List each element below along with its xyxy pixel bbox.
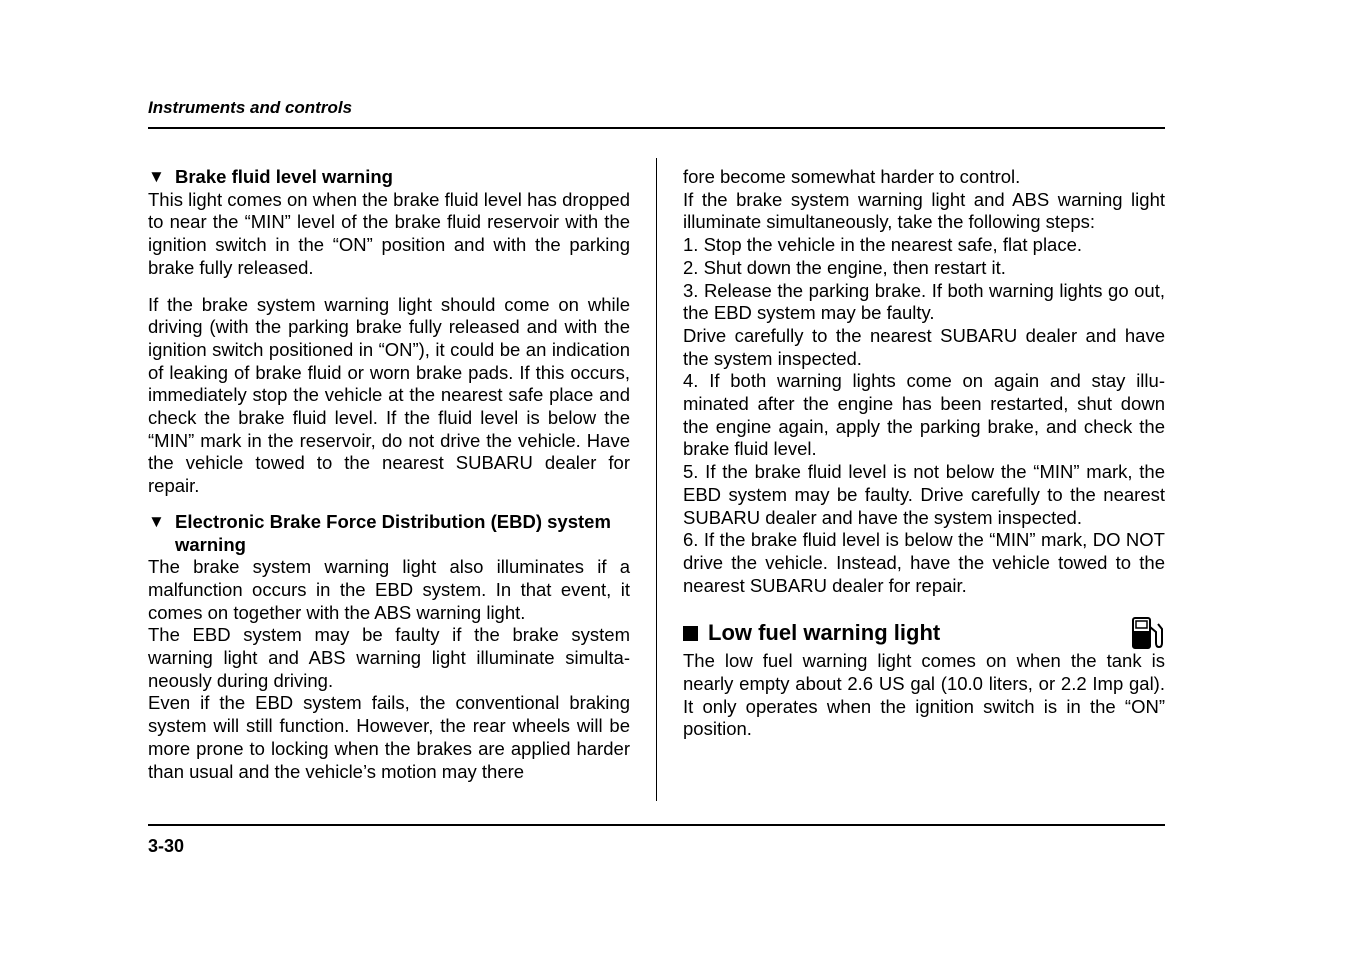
brake-fluid-heading bbox=[148, 166, 630, 189]
step-6: 6. If the brake fluid level is below the “MIN” mark, DO NOT drive the vehicle. Instead, have the vehicle towed to the nearest SUBARU dealer for repair. bbox=[683, 529, 1165, 596]
step-2: 2. Shut down the engine, then restart it. bbox=[683, 256, 1006, 278]
continuation-text: fore become somewhat harder to control. bbox=[683, 166, 1021, 187]
step-3: 3. Release the parking brake. If both warning lights go out, the EBD system may be faulty. bbox=[683, 279, 1165, 324]
brake-fluid-heading-text: Brake fluid level warning bbox=[175, 166, 393, 187]
running-header: Instruments and controls bbox=[148, 98, 353, 117]
step-1: 1. Stop the vehicle in the nearest safe, flat place. bbox=[683, 234, 1083, 256]
triangle-marker-icon: ▼ bbox=[148, 511, 165, 531]
ebd-paragraph-3: Even if the EBD system fails, the conventional braking system will still function. However, the rear wheels will be more prone to locking when the brakes are applied harder than usual and the vehicle’s motion may there bbox=[148, 692, 630, 782]
page-number: 3-30 bbox=[148, 836, 185, 856]
ebd-paragraph-2: The EBD system may be faulty if the brake system warning light and ABS warning light illuminate simultaneously during driving. bbox=[148, 624, 630, 691]
low-fuel-heading bbox=[683, 619, 1165, 647]
left-column bbox=[148, 166, 630, 783]
fuel-pump-icon bbox=[1131, 615, 1165, 651]
square-marker-icon bbox=[683, 626, 698, 641]
step-3-note: Drive carefully to the nearest SUBARU dealer and have the system inspected. bbox=[683, 324, 1165, 369]
ebd-heading-text: Electronic Brake Force Distribution (EBD) system warning bbox=[175, 510, 611, 555]
column-divider bbox=[656, 158, 657, 801]
header-rule bbox=[148, 127, 1165, 129]
brake-fluid-paragraph-2: If the brake system warning light should come on while driving (with the parking brake fully released and with the ignition switch positioned in “ON”), it could be an indication of leaking of brake fluid or worn brake pads. If this occurs, immediately stop the vehicle at the nearest safe place and check the brake fluid level. If the fluid level is below the “MIN” mark in the reservoir, do not drive the vehicle. Have the vehicle towed to the nearest SUBARU dealer for repair. bbox=[148, 293, 630, 497]
triangle-marker-icon: ▼ bbox=[148, 167, 165, 186]
low-fuel-paragraph: The low fuel warning light comes on when the tank is nearly empty about 2.6 US gal (10.0 liters, or 2.2 Imp gal). It only operates when the ignition switch is in the “ON” position. bbox=[683, 650, 1165, 740]
step-4: 4. If both warning lights come on again and stay illuminated after the engine has been restarted, shut down the engine again, apply the parking brake, and check the brake fluid level. bbox=[683, 370, 1165, 460]
right-column bbox=[683, 166, 1165, 741]
steps-intro: If the brake system warning light and ABS warning light illuminate simultaneously, take the following steps: bbox=[683, 188, 1165, 233]
footer-rule bbox=[148, 824, 1165, 826]
brake-fluid-paragraph-1: This light comes on when the brake fluid level has dropped to near the “MIN” level of the brake fluid reservoir with the ignition switch in the “ON” position and with the parking brake fully released. bbox=[148, 188, 630, 278]
step-5: 5. If the brake fluid level is not below the “MIN” mark, the EBD system may be faulty. Drive carefully to the nearest SUBARU dealer and have the system inspected. bbox=[683, 461, 1165, 528]
low-fuel-heading-text: Low fuel warning light bbox=[708, 620, 941, 646]
ebd-heading bbox=[148, 511, 630, 556]
ebd-paragraph-1: The brake system warning light also illuminates if a malfunction occurs in the EBD system. In that event, it comes on together with the ABS warning light. bbox=[148, 556, 630, 623]
